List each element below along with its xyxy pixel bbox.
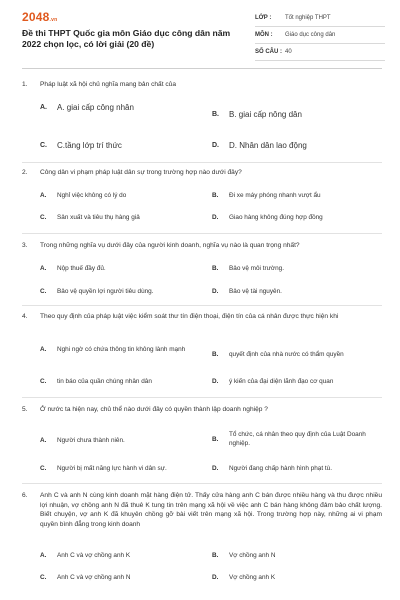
option-b[interactable] [212,551,377,560]
option-b[interactable] [212,109,377,120]
document-title: Đề thi THPT Quốc gia môn Giáo dục công dân năm 2022 chọn lọc, có lời giải (20 đề) [22,28,231,49]
meta-row-subject [255,27,385,44]
option-key: A. [40,437,47,444]
document-header [0,0,400,66]
option-key: D. [212,574,219,581]
question-separator [22,397,382,398]
question-number: 5. [22,406,28,413]
option-a[interactable] [40,191,205,200]
option-d[interactable] [212,287,377,296]
question-2 [22,168,382,221]
question-text [22,491,382,529]
option-b[interactable] [212,191,377,200]
site-logo[interactable]: 2048.vn [22,10,58,24]
option-key: D. [212,378,219,385]
option-key: A. [40,265,47,272]
option-text: quyết định của nhà nước có thẩm quyền [229,351,344,358]
option-d[interactable] [212,213,377,222]
question-text [22,168,382,178]
question-separator [22,305,382,306]
option-key: D. [212,288,219,295]
option-key: A. [40,104,47,111]
question-number: 6. [22,492,28,499]
option-c[interactable] [40,213,205,222]
option-key: A. [40,192,47,199]
meta-table [255,10,385,61]
option-text: Nghi ngờ có chứa thông tin không lành mạnh [57,346,186,353]
question-number: 2. [22,169,28,176]
meta-value: Giáo dục công dân [285,32,336,38]
option-key: C. [40,288,47,295]
option-key: B. [212,111,219,118]
option-key: B. [212,435,219,443]
option-c[interactable] [40,287,205,296]
option-key: C. [40,574,47,581]
option-text: Nộp thuế đầy đủ. [57,265,106,272]
question-separator [22,233,382,234]
option-text: Sản xuất và tiêu thụ hàng giả [57,214,140,221]
option-key: B. [212,552,219,559]
option-key: B. [212,192,219,199]
meta-key: SỐ CÂU : [255,49,282,55]
option-text: Vợ chồng anh N [229,552,276,559]
option-text: Người đang chấp hành hình phạt tù. [229,465,332,472]
question-text [22,405,382,415]
option-d[interactable] [212,377,377,386]
option-b[interactable] [212,350,377,359]
option-d[interactable] [212,464,377,473]
option-key: C. [40,378,47,385]
option-a[interactable] [40,345,200,354]
question-body: Theo quy định của pháp luật việc kiểm soát thư tín điện thoại, điện tín của cá nhân được thực hiện khi [40,313,339,320]
option-a[interactable] [40,264,205,273]
question-body: Pháp luật xã hội chủ nghĩa mang bản chất của [40,81,177,88]
option-text: Vợ chồng anh K [229,574,276,581]
meta-key: MÔN : [255,32,273,38]
meta-row-class [255,10,385,27]
option-b[interactable] [212,264,377,273]
question-6 [22,491,382,581]
question-separator [22,483,382,484]
question-number: 3. [22,242,28,249]
option-text: Người bị mất năng lực hành vi dân sự. [57,465,167,472]
question-body: Anh C và anh N cùng kinh doanh mặt hàng điện tử. Thấy cửa hàng anh C bán được nhiều hàng và thu được nhiều lợi nhuận, vợ chồng anh N đã thuê K tung tin trên mạng xã hội về việc anh C bán hàng không đảm bảo chất lượng. Biết chuyện, vợ anh K đã khuyên chồng gỡ bài viết trên mạng xã hội. Trong trường hợp này, những ai vi phạm quyền bình đẳng trong kinh doanh [40,492,382,528]
option-text: Nghỉ việc không có lý do [57,192,127,199]
option-key: D. [212,465,219,472]
question-4 [22,312,382,385]
question-number: 4. [22,313,28,320]
header-divider [22,68,382,69]
question-body: Công dân vi phạm pháp luật dân sự trong trường hợp nào dưới đây? [40,169,242,176]
option-text: Tổ chức, cá nhân theo quy định của Luật Doanh nghiệp. [229,431,366,447]
option-b[interactable] [212,430,377,448]
meta-value: 40 [285,49,292,55]
question-body: Trong những nghĩa vụ dưới đây của người kinh doanh, nghĩa vụ nào là quan trọng nhất? [40,242,300,249]
option-key: A. [40,552,47,559]
question-body: Ở nước ta hiện nay, chủ thể nào dưới đây có quyền thành lập doanh nghiệp ? [40,406,268,413]
option-a[interactable] [40,436,205,445]
option-text: Anh C và vợ chồng anh N [57,574,131,581]
option-text: C.tầng lớp trí thức [57,141,122,150]
meta-key: LỚP : [255,15,272,21]
option-text: D. Nhân dân lao động [229,141,307,150]
question-3 [22,241,382,295]
option-text: A. giai cấp công nhân [57,103,134,112]
question-number: 1. [22,81,28,88]
option-text: Người chưa thành niên. [57,437,125,444]
option-c[interactable] [40,377,205,386]
option-key: D. [212,142,219,149]
question-text [22,241,382,251]
option-key: B. [212,265,219,272]
option-d[interactable] [212,140,377,151]
option-text: Giao hàng không đúng hợp đồng [229,214,323,221]
option-text: Bảo vệ tài nguyên. [229,288,282,295]
question-1 [22,80,382,150]
option-key: C. [40,142,47,149]
option-text: Bảo vệ môi trường. [229,265,285,272]
option-key: C. [40,465,47,472]
option-a[interactable] [40,102,205,113]
option-text: tin báo của quần chúng nhân dân [57,378,152,385]
question-5 [22,405,382,472]
option-c[interactable] [40,140,205,151]
question-text [22,80,382,90]
option-c[interactable] [40,573,205,582]
option-key: C. [40,214,47,221]
option-text: B. giai cấp nông dân [229,110,302,119]
option-text: Anh C và vợ chồng anh K [57,552,131,559]
question-text [22,312,382,322]
option-key: B. [212,351,219,358]
option-key: A. [40,346,47,353]
option-a[interactable] [40,551,205,560]
meta-value: Tốt nghiệp THPT [285,15,331,21]
option-d[interactable] [212,573,377,582]
meta-row-count [255,44,385,61]
option-key: D. [212,214,219,221]
option-c[interactable] [40,464,205,473]
question-separator [22,162,382,163]
option-text: Bảo vệ quyền lợi người tiêu dùng. [57,288,154,295]
option-text: ý kiến của đại diện lãnh đạo cơ quan [229,378,334,385]
option-text: Đi xe máy phóng nhanh vượt ẩu [229,192,321,199]
